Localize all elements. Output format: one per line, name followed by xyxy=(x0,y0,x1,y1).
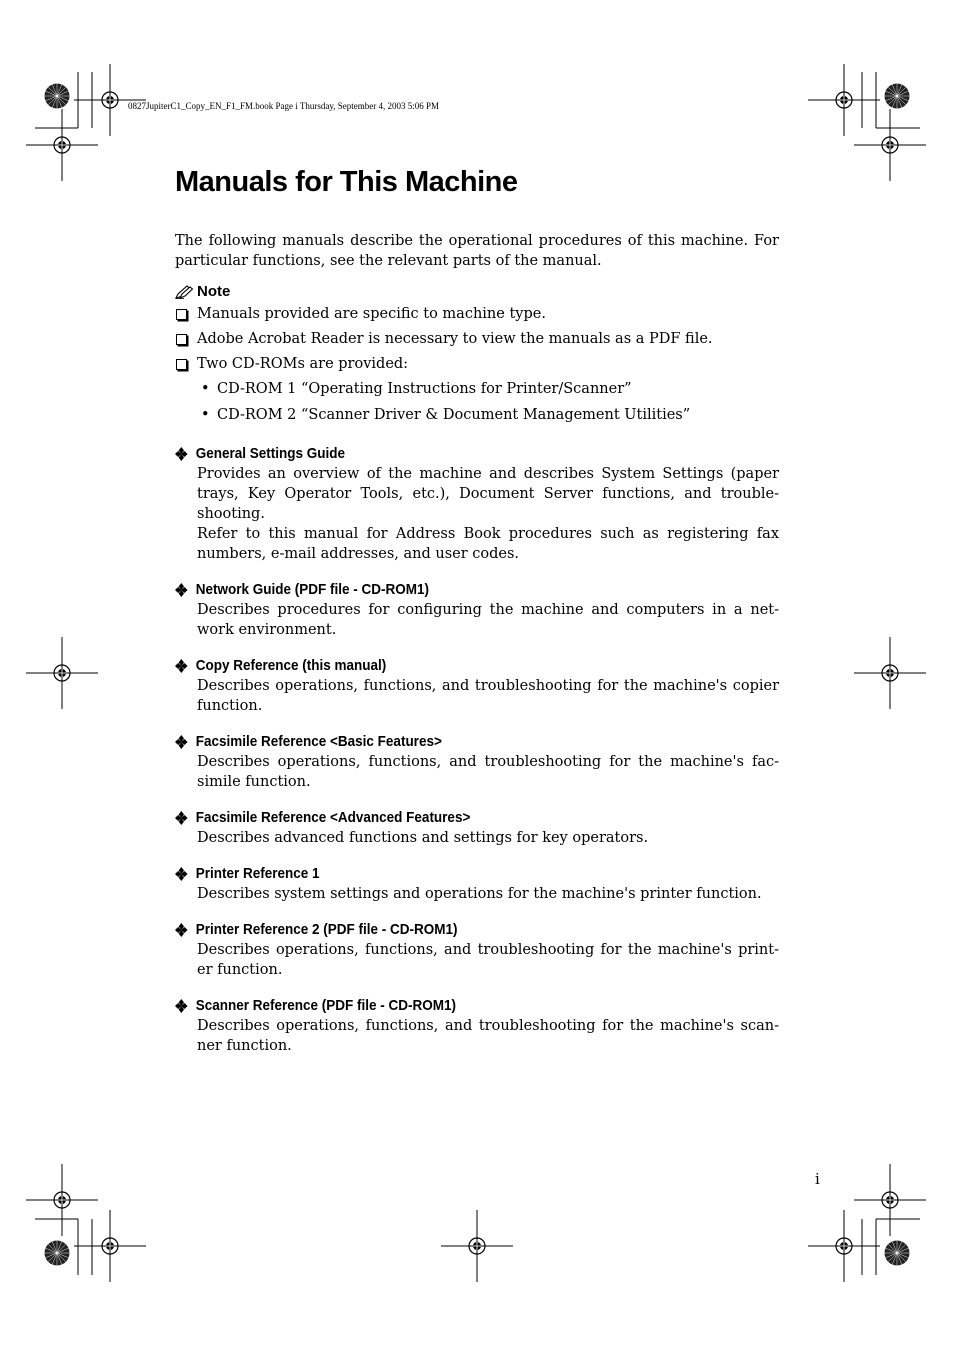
checkbox-icon xyxy=(176,309,187,320)
registration-mark-icon xyxy=(26,637,98,709)
manual-description: Describes operations, functions, and troubleshooting for the machine's scan-ner function. xyxy=(197,1018,779,1054)
manual-title: Copy Reference (this manual) xyxy=(195,657,387,674)
diamond-bullet-icon xyxy=(175,583,189,597)
note-heading xyxy=(175,282,779,302)
diamond-bullet-icon xyxy=(175,659,189,673)
page-title: Manuals for This Machine xyxy=(175,166,518,198)
manual-title: Network Guide (PDF file - CD-ROM1) xyxy=(195,581,429,598)
manual-description: Describes operations, functions, and troubleshooting for the machine's fac-simile function. xyxy=(197,754,779,790)
registration-mark-icon xyxy=(441,1210,513,1282)
diamond-bullet-icon xyxy=(175,867,189,881)
manual-entry xyxy=(175,808,779,848)
note-heading-label: Note xyxy=(197,283,231,300)
note-item: Adobe Acrobat Reader is necessary to view the manuals as a PDF file. xyxy=(175,329,779,349)
checkbox-icon xyxy=(176,359,187,370)
page-number: i xyxy=(815,1170,820,1188)
manual-entry xyxy=(175,864,779,904)
registration-mark-icon xyxy=(854,637,926,709)
diamond-bullet-icon xyxy=(175,999,189,1013)
manual-description-extra: Refer to this manual for Address Book procedures such as registering fax numbers, e-mail addresses, and user codes. xyxy=(197,526,779,562)
cdrom-item: • CD-ROM 2 “Scanner Driver & Document Management Utilities” xyxy=(197,405,779,425)
diamond-bullet-icon xyxy=(175,447,189,461)
manual-description: Describes advanced functions and settings for key operators. xyxy=(197,830,649,846)
manual-description: Provides an overview of the machine and describes System Settings (paper trays, Key Operator Tools, etc.), Document Server functions, and trouble-shooting. xyxy=(197,466,779,522)
main-content xyxy=(175,231,779,1056)
manual-entry xyxy=(175,656,779,716)
pencil-icon xyxy=(175,285,193,299)
intro-paragraph: The following manuals describe the operational procedures of this machine. For particular functions, see the relevant parts of the manual. xyxy=(175,233,779,269)
manual-entry xyxy=(175,580,779,640)
cdrom-list xyxy=(197,379,779,425)
manual-title: Facsimile Reference <Advanced Features> xyxy=(195,809,471,826)
color-target-icon xyxy=(884,1240,910,1266)
color-target-icon xyxy=(44,83,70,109)
manual-entry xyxy=(175,444,779,564)
manual-description: Describes operations, functions, and troubleshooting for the machine's copier function. xyxy=(197,678,779,714)
manual-description: Describes procedures for configuring the machine and computers in a net-work environment. xyxy=(197,602,779,638)
manual-entry xyxy=(175,920,779,980)
manual-entry xyxy=(175,732,779,792)
note-list xyxy=(175,304,779,425)
registration-mark-icon xyxy=(808,1210,880,1282)
checkbox-icon xyxy=(176,334,187,345)
manual-description: Describes system settings and operations for the machine's printer function. xyxy=(197,886,762,902)
diamond-bullet-icon xyxy=(175,811,189,825)
color-target-icon xyxy=(884,83,910,109)
print-header: 0827JupiterC1_Copy_EN_F1_FM.book Page i Thursday, September 4, 2003 5:06 PM xyxy=(128,101,439,111)
cdrom-item: • CD-ROM 1 “Operating Instructions for Printer/Scanner” xyxy=(197,379,779,399)
registration-mark-icon xyxy=(854,109,926,181)
note-item: Two CD-ROMs are provided: • CD-ROM 1 “Operating Instructions for Printer/Scanner” • CD-ROM 2 “Scanner Driver & Document Management Utilities” xyxy=(175,354,779,425)
manual-title: Printer Reference 1 xyxy=(195,865,320,882)
manual-title: Printer Reference 2 (PDF file - CD-ROM1) xyxy=(195,921,458,938)
manual-description: Describes operations, functions, and troubleshooting for the machine's print-er function. xyxy=(197,942,779,978)
manual-title: General Settings Guide xyxy=(195,445,345,462)
registration-mark-icon xyxy=(26,109,98,181)
color-target-icon xyxy=(44,1240,70,1266)
manual-title: Facsimile Reference <Basic Features> xyxy=(195,733,442,750)
note-item: Manuals provided are specific to machine type. xyxy=(175,304,779,324)
manual-title: Scanner Reference (PDF file - CD-ROM1) xyxy=(195,997,457,1014)
registration-mark-icon xyxy=(74,1210,146,1282)
diamond-bullet-icon xyxy=(175,735,189,749)
manual-entry xyxy=(175,996,779,1056)
diamond-bullet-icon xyxy=(175,923,189,937)
